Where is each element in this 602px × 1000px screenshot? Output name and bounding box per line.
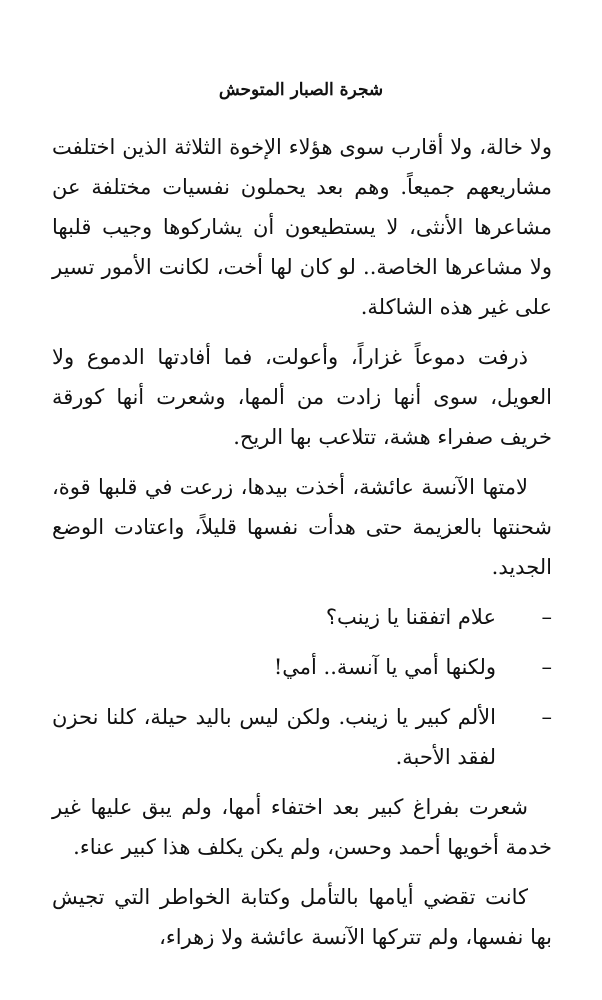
dialogue-line-3 [52,697,552,777]
dialogue-dash: – [541,605,552,629]
running-title: شجرة الصبار المتوحش [218,80,384,100]
dialogue-line-2 [52,647,552,687]
dialogue-text-1: علام اتفقنا يا زينب؟ [325,605,496,629]
dialogue-text-3: الألم كبير يا زينب. ولكن ليس باليد حيلة، كلنا نحزن لفقد الأحبة. [52,705,496,769]
paragraph-5: كانت تقضي أيامها بالتأمل وكتابة الخواطر التي تجيش بها نفسها، ولم تتركها الآنسة عائشة ولا زهراء، [52,885,552,949]
dialogue-text-2: ولكنها أمي يا آنسة.. أمي! [273,655,496,679]
body-text [52,127,552,967]
paragraph-2: ذرفت دموعاً غزاراً، وأعولت، فما أفادتها الدموع ولا العويل، سوى أنها زادت من ألمها، وشعرت أنها كورقة خريف صفراء هشة، تتلاعب بها الريح. [52,345,552,449]
paragraph-4: شعرت بفراغ كبير بعد اختفاء أمها، ولم يبق عليها غير خدمة أخويها أحمد وحسن، ولم يكن يكلف هذا كبير عناء. [52,795,552,859]
dialogue-dash: – [541,705,552,729]
paragraph-3: لامتها الآنسة عائشة، أخذت بيدها، زرعت في قلبها قوة، شحنتها بالعزيمة حتى هدأت نفسها قليلاً، واعتادت الوضع الجديد. [52,475,552,579]
paragraph-1: ولا خالة، ولا أقارب سوى هؤلاء الإخوة الثلاثة الذين اختلفت مشاريعهم جميعاً. وهم بعد يحملون نفسيات مختلفة عن مشاعرها الأنثى، لا يستطيعون أن يشاركوها وجيب قلبها ولا مشاعرها الخاصة.. لو كان لها أخت، لكانت الأمور تسير على غير هذه الشاكلة. [52,135,552,319]
dialogue-line-1 [52,597,552,637]
dialogue-dash: – [541,655,552,679]
